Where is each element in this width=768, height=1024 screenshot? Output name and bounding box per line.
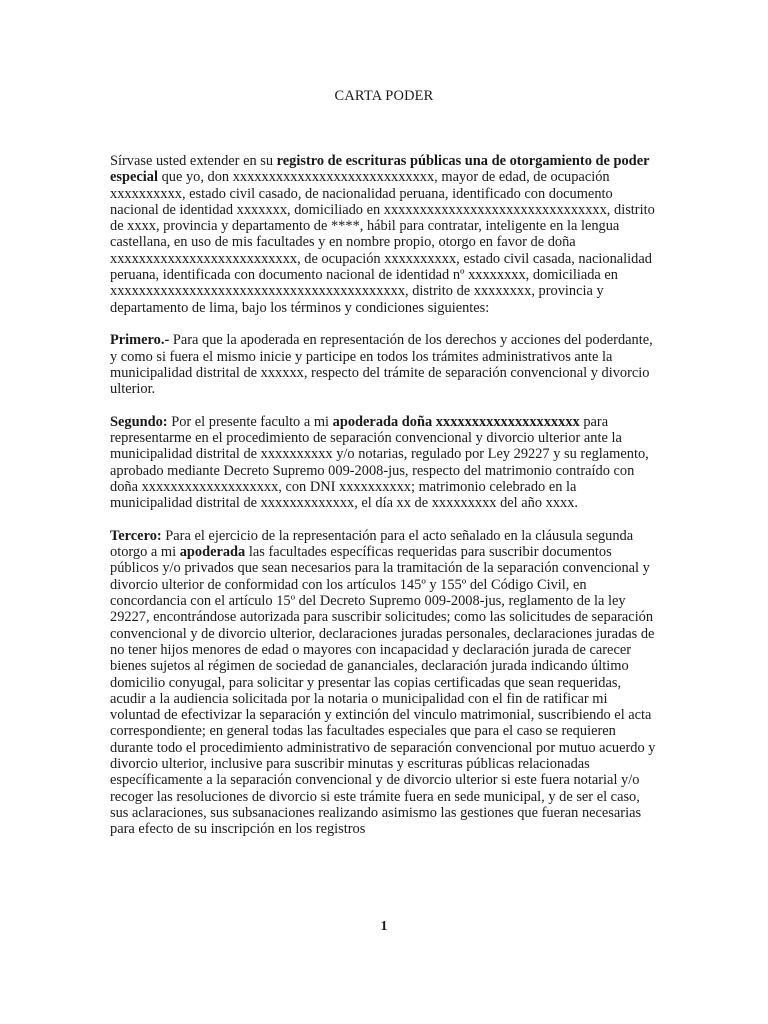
paragraph-primero [110, 332, 658, 397]
primero-heading: Primero.- [110, 332, 170, 349]
segundo-text-2: para representarme en el procedimiento de separación convencional y divorcio ulterior ante la municipalidad distrital de xxxxxxxxxx y/o notarias, regulado por Ley 29227 y su reglamento, aprobado mediante Decreto Supremo 009-2008-jus, respecto del matrimonio contraído con doña xxxxxxxxxxxxxxxxxxx, con DNI xxxxxxxxxx; matrimonio celebrado en la municipalidad distrital de xxxxxxxxxxxxx, el día xx de xxxxxxxxx del año xxxx. [110, 413, 649, 512]
segundo-text-1: Por el presente faculto a mi [167, 413, 333, 430]
intro-text-1: Sírvase usted extender en su [110, 153, 277, 169]
page-number: 1 [380, 919, 388, 934]
tercero-text-2: las facultades específicas requeridas para suscribir documentos públicos y/o privados que sean necesarios para la tramitación de la separación convencional y divorcio ulterior de conformidad con los artículos 145º y 155º del Código Civil, en concordancia con el artículo 15º del Decreto Supremo 009-2008-jus, reglamento de la ley 29227, encontrándose autorizada para suscribir solicitudes; como las solicitudes de separación convencional y de divorcio ulterior, declaraciones juradas personales, declaraciones juradas de no tener hijos menores de edad o mayores con incapacidad y declaración jurada de carecer bienes sujetos al régimen de sociedad de gananciales, declaración jurada indicando último domicilio conyugal, para solicitar y presentar las copias certificadas que sean requeridas, acudir a la audiencia solicitada por la notaria o municipalidad con el fin de ratificar mi voluntad de efectivizar la separación y extinción del vinculo matrimonial, suscribiendo el acta correspondiente; en general todas las facultades especiales que para el caso se requieren durante todo el procedimiento administrativo de separación convencional por mutuo acuerdo y divorcio ulterior, inclusive para suscribir minutas y escrituras públicas relacionadas específicamente a la separación convencional y de divorcio ulterior si este fuera notarial y/o recoger las resoluciones de divorcio si este trámite fuera en sede municipal, y de ser el caso, sus aclaraciones, sus subsanaciones realizando asimismo las gestiones que fueran necesarias para efecto de su inscripción en los registros [110, 544, 656, 838]
tercero-bold-apoderada: apoderada [179, 544, 246, 561]
intro-text-2: que yo, don xxxxxxxxxxxxxxxxxxxxxxxxxxxx, mayor de edad, de ocupación xxxxxxxxxx, estado civil casado, de nacionalidad peruana, identificado con documento nacional de identidad xxxxxxx, domiciliado en xxxxxxxxxxxxxxxxxxxxxxxxxxxxxxx, distrito de xxxx, provincia y departamento de ****, hábil para contratar, inteligente en la lengua castellana, en uso de mis facultades y en nombre propio, otorgo en favor de doña xxxxxxxxxxxxxxxxxxxxxxxxxx, de ocupación xxxxxxxxxx, estado civil casada, nacionalidad peruana, identificada con documento nacional de identidad nº xxxxxxxx, domiciliada en xxxxxxxxxxxxxxxxxxxxxxxxxxxxxxxxxxxxxxxxx, distrito de xxxxxxxx, provincia y departamento de lima, bajo los términos y condiciones siguientes: [110, 169, 655, 316]
segundo-heading: Segundo: [110, 413, 168, 430]
segundo-bold-apoderada: apoderada doña xxxxxxxxxxxxxxxxxxxx [332, 413, 580, 430]
intro-bold-registro: registro de escrituras públicas una de otorgamiento de poder especial [110, 153, 650, 186]
primero-text: Para que la apoderada en representación de los derechos y acciones del poderdante, y como si fuera el mismo inicie y participe en todos los trámites administrativos ante la municipalidad distrital de xxxxxx, respecto del trámite de separación convencional y divorcio ulterior. [110, 332, 653, 398]
document-body [110, 153, 658, 854]
paragraph-intro [110, 153, 658, 316]
document-title: CARTA PODER [334, 88, 434, 104]
tercero-heading: Tercero: [110, 527, 162, 544]
tercero-text-1: Para el ejercicio de la representación para el acto señalado en la cláusula segunda otorgo a mi [110, 527, 634, 561]
paragraph-segundo [110, 414, 658, 512]
paragraph-tercero [110, 528, 658, 838]
